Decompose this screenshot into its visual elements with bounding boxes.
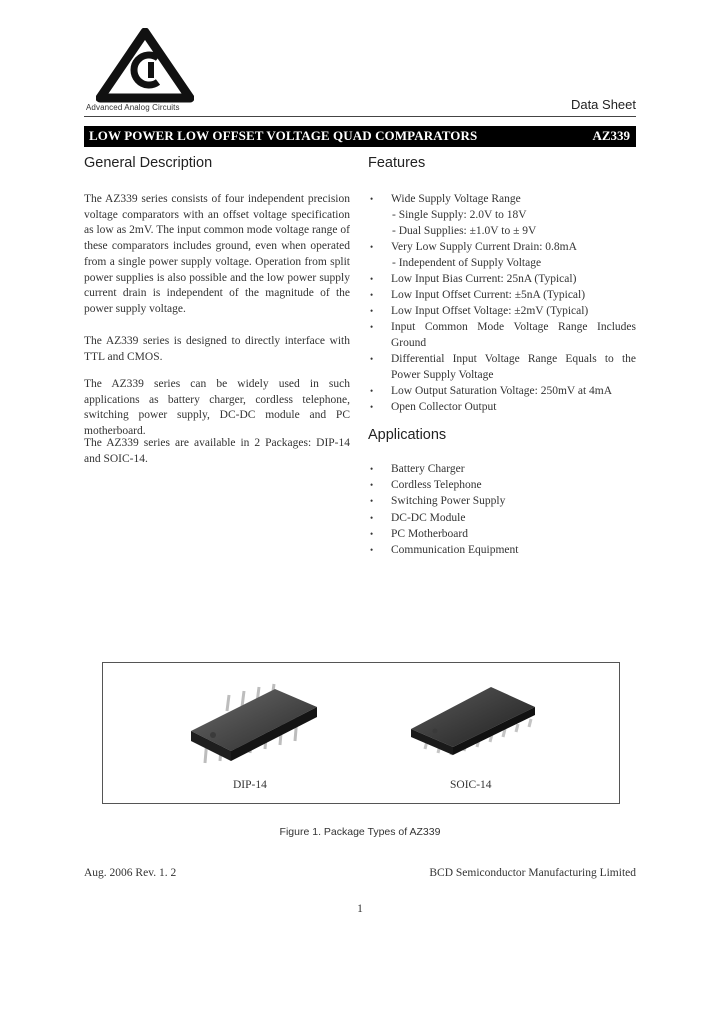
bullet-icon: • <box>370 512 374 523</box>
dip-14-label: DIP-14 <box>233 779 267 791</box>
bullet-icon: • <box>370 354 374 365</box>
part-number: AZ339 <box>592 128 630 143</box>
list-item <box>368 352 636 384</box>
bullet-icon: • <box>370 289 374 300</box>
features-heading: Features <box>368 155 426 171</box>
feature-subitem: - Single Supply: 2.0V to 18V <box>392 208 527 221</box>
feature-text: Low Input Offset Current: ±5nA (Typical) <box>391 288 586 301</box>
list-item <box>368 511 636 527</box>
bullet-icon: • <box>370 306 374 317</box>
description-paragraph-3: The AZ339 series can be widely used in such applications as battery charger, cordless telephone, switching power supply, DC-DC module and PC motherboard. <box>84 378 350 438</box>
list-item <box>368 192 636 239</box>
title-bar <box>84 126 636 147</box>
logo-caption: Advanced Analog Circuits <box>86 103 180 112</box>
feature-text: Wide Supply Voltage Range <box>391 193 521 205</box>
bullet-icon: • <box>370 194 374 204</box>
feature-text: Low Input Bias Current: 25nA (Typical) <box>391 272 577 285</box>
list-item <box>368 494 636 510</box>
description-paragraph-2: The AZ339 series is designed to directly interface with TTL and CMOS. <box>84 335 350 363</box>
application-text: Communication Equipment <box>391 543 519 556</box>
figure-caption: Figure 1. Package Types of AZ339 <box>279 826 441 838</box>
application-text: Switching Power Supply <box>391 495 506 508</box>
list-item <box>368 543 636 559</box>
package-figure <box>102 662 620 804</box>
document-title: LOW POWER LOW OFFSET VOLTAGE QUAD COMPARATORS <box>89 128 478 143</box>
features-list <box>368 192 636 416</box>
bullet-icon: • <box>370 464 374 474</box>
list-item <box>368 304 636 320</box>
doc-type-label: Data Sheet <box>570 97 636 112</box>
list-item <box>368 527 636 543</box>
applications-heading: Applications <box>368 427 447 443</box>
bullet-icon: • <box>370 402 374 413</box>
list-item <box>368 320 636 352</box>
feature-text: Input Common Mode Voltage Range Includes Ground <box>391 321 636 350</box>
description-paragraph-4: The AZ339 series are available in 2 Packages: DIP-14 and SOIC-14. <box>84 437 350 465</box>
page-number: 1 <box>357 903 363 915</box>
application-text: Cordless Telephone <box>391 479 482 492</box>
soic-14-label: SOIC-14 <box>450 779 492 791</box>
list-item <box>368 400 636 416</box>
applications-list <box>368 462 636 559</box>
soic-14-package-image <box>403 683 543 771</box>
feature-subitem: - Dual Supplies: ±1.0V to ± 9V <box>392 224 537 237</box>
feature-text: Open Collector Output <box>391 401 497 414</box>
feature-subitem: - Independent of Supply Voltage <box>392 256 542 269</box>
bullet-icon: • <box>370 273 374 284</box>
list-item <box>368 288 636 304</box>
bullet-icon: • <box>370 322 374 333</box>
footer-company: BCD Semiconductor Manufacturing Limited <box>429 867 636 879</box>
bullet-icon: • <box>370 496 374 507</box>
dip-14-package-image <box>185 681 325 769</box>
bullet-icon: • <box>370 544 374 555</box>
bullet-icon: • <box>370 386 374 397</box>
company-logo <box>96 28 194 104</box>
application-text: DC-DC Module <box>391 511 466 524</box>
bullet-icon: • <box>370 528 374 539</box>
feature-text: Very Low Supply Current Drain: 0.8mA <box>391 240 577 253</box>
list-item <box>368 478 636 494</box>
footer-date-revision: Aug. 2006 Rev. 1. 2 <box>84 867 177 879</box>
bullet-icon: • <box>370 241 374 252</box>
list-item <box>368 240 636 272</box>
application-text: PC Motherboard <box>391 527 468 540</box>
feature-text: Low Input Offset Voltage: ±2mV (Typical) <box>391 305 589 318</box>
application-text: Battery Charger <box>391 463 465 475</box>
feature-text: Low Output Saturation Voltage: 250mV at 4mA <box>391 385 613 398</box>
general-description-heading: General Description <box>84 155 213 171</box>
header-rule <box>84 116 636 117</box>
feature-text: Differential Input Voltage Range Equals to the Power Supply Voltage <box>391 353 636 382</box>
description-paragraph-1: The AZ339 series consists of four independent precision voltage comparators with an offset voltage specification as low as 2mV. The input common mode voltage range of these comparators includes ground, even when operated from a single power supply voltage. Operation from split power supplies is also possible and the low power supply current drain is independent of the magnitude of the power supply voltage. <box>84 193 350 315</box>
list-item <box>368 462 636 478</box>
list-item <box>368 272 636 288</box>
list-item <box>368 384 636 400</box>
bullet-icon: • <box>370 480 374 491</box>
